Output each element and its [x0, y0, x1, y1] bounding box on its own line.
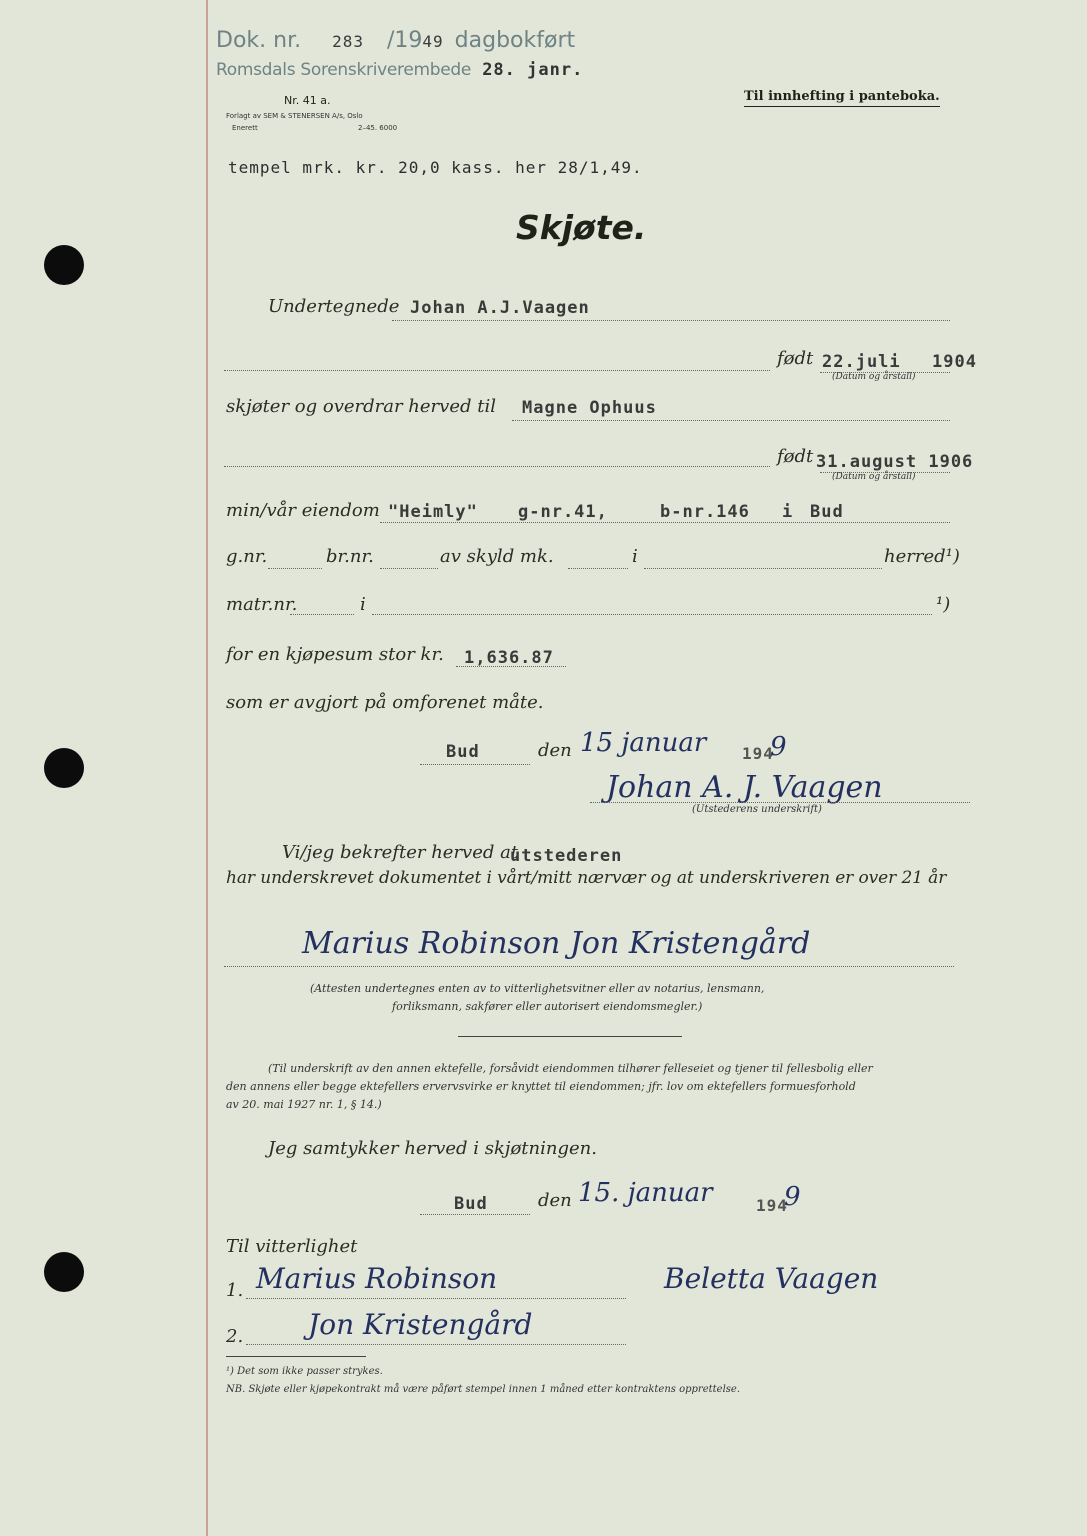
document-title: Skjøte. — [516, 208, 647, 247]
grantee-name: Magne Ophuus — [522, 398, 657, 418]
dotted-line — [224, 466, 770, 467]
dotted-line — [224, 370, 770, 371]
dotted-line — [644, 568, 882, 569]
price-label: for en kjøpesum stor kr. — [226, 644, 444, 665]
dotted-line — [372, 614, 932, 615]
attest-note-line1: (Attesten undertegnes enten av to vitterlighetsvitner eller av notarius, lensmann, — [310, 982, 765, 995]
stamp-duty-note: tempel mrk. kr. 20,0 kass. her 28/1,49. — [228, 158, 643, 177]
gnr-label: g.nr. — [226, 546, 268, 567]
witness-number-1: 1. — [226, 1280, 244, 1301]
date-hint: (Datum og årstall) — [832, 372, 916, 382]
grantor-name: Johan A.J.Vaagen — [410, 298, 590, 318]
punch-hole — [44, 748, 84, 788]
header-right: Til innhefting i panteboka. — [744, 89, 940, 107]
dotted-line — [246, 1298, 626, 1299]
grantor-label: Undertegnede — [268, 296, 400, 317]
date-hint: (Datum og årstall) — [832, 472, 916, 482]
publisher-line: Forlagt av SEM & STENERSEN A/s, Oslo — [226, 112, 363, 120]
signature-hint: (Utstederens underskrift) — [692, 804, 822, 815]
herred-label: herred¹) — [884, 546, 960, 567]
dotted-line — [290, 614, 354, 615]
registration-stamp-line2 — [216, 60, 583, 80]
signing-date-handwritten: 15 januar — [580, 728, 707, 758]
dotted-line — [420, 1214, 530, 1215]
witness-2-signature: Jon Kristengård — [308, 1308, 533, 1341]
consent-place: Bud — [454, 1194, 488, 1214]
consent-date-handwritten: 15. januar — [578, 1178, 713, 1208]
dotted-line — [590, 802, 970, 803]
grantor-born-date: 22.juli — [822, 352, 901, 372]
dotted-line — [392, 320, 950, 321]
settled-text: som er avgjort på omforenet måte. — [226, 692, 544, 713]
confirm-value: utstederen — [510, 846, 623, 866]
stamp-prefix: Dok. nr. — [216, 28, 302, 53]
skyld-label: av skyld mk. — [440, 546, 554, 567]
dotted-line — [512, 420, 950, 421]
publisher-code: 2–45. 6000 — [358, 124, 398, 132]
year-separator: /19 — [387, 28, 423, 53]
spouse-note-line3: av 20. mai 1927 nr. 1, § 14.) — [226, 1098, 382, 1111]
punch-hole — [44, 1252, 84, 1292]
stamp-suffix: dagbokført — [454, 28, 576, 53]
signing-year-printed: 194 — [742, 744, 774, 763]
publisher-enerett: Enerett — [232, 124, 258, 132]
property-bnr: b-nr.146 — [660, 502, 750, 522]
signing-place: Bud — [446, 742, 480, 762]
footnote-2: NB. Skjøte eller kjøpekontrakt må være påført stempel innen 1 måned etter kontraktens opprettelse. — [226, 1384, 740, 1395]
dotted-line — [420, 764, 530, 765]
gnr-i-label: i — [632, 546, 638, 567]
consent-den: den — [538, 1190, 572, 1211]
confirm-line2: har underskrevet dokumentet i vårt/mitt nærvær og at underskriveren er over 21 år — [226, 868, 947, 888]
margin-line — [206, 0, 208, 1536]
doc-number: 283 — [332, 32, 364, 51]
grantor-signature: Johan A. J. Vaagen — [606, 770, 883, 805]
grantor-born-label: født — [777, 348, 814, 369]
witness-signatures: Marius Robinson Jon Kristengård — [302, 926, 811, 961]
dotted-line — [380, 522, 950, 523]
signing-year-digit: 9 — [770, 732, 787, 762]
form-number: Nr. 41 a. — [284, 94, 331, 107]
witnesses-label: Til vitterlighet — [226, 1236, 358, 1257]
matr-note: ¹) — [936, 594, 951, 615]
doc-year: 49 — [422, 32, 444, 51]
confirm-prefix: Vi/jeg bekrefter herved at — [282, 842, 519, 863]
witness-1-signature: Marius Robinson — [256, 1262, 498, 1295]
attest-note-line2: forliksmann, sakfører eller autorisert eiendomsmegler.) — [392, 1000, 703, 1013]
property-gnr: g-nr.41, — [518, 502, 608, 522]
dotted-line — [268, 568, 322, 569]
property-place: Bud — [810, 502, 844, 522]
dotted-line — [456, 666, 566, 667]
spouse-note-line1: (Til underskrift av den annen ektefelle, forsåvidt eiendommen tilhører felleseiet og tjener til fellesbolig eller — [268, 1062, 873, 1075]
footnote-rule — [226, 1356, 366, 1357]
consent-text: Jeg samtykker herved i skjøtningen. — [268, 1138, 597, 1159]
witness-number-2: 2. — [226, 1326, 244, 1347]
dotted-line — [246, 1344, 626, 1345]
matr-i-label: i — [360, 594, 366, 615]
registration-date: 28. janr. — [482, 60, 584, 80]
property-label: min/vår eiendom — [226, 500, 380, 521]
punch-hole — [44, 245, 84, 285]
grantee-born-date: 31.august 1906 — [816, 452, 974, 472]
consent-year-digit: 9 — [784, 1182, 801, 1212]
grantee-born-label: født — [777, 446, 814, 467]
footnote-1: ¹) Det som ikke passer strykes. — [226, 1366, 383, 1377]
dotted-line — [224, 966, 954, 967]
spouse-signature: Beletta Vaagen — [664, 1262, 879, 1295]
divider — [458, 1036, 682, 1037]
price-amount: 1,636.87 — [464, 648, 554, 668]
property-name: "Heimly" — [388, 502, 478, 522]
matr-label: matr.nr. — [226, 594, 298, 615]
spouse-note-line2: den annens eller begge ektefellers ervervsvirke er knyttet til eiendommen; jfr. lov om ektefellers formuesforhold — [226, 1080, 856, 1093]
property-i: i — [782, 502, 794, 522]
brnr-label: br.nr. — [326, 546, 374, 567]
grantor-born-year: 1904 — [932, 352, 977, 372]
signing-den: den — [538, 740, 572, 761]
dotted-line — [568, 568, 628, 569]
court-name: Romsdals Sorenskriverembede — [216, 60, 472, 80]
consent-year-printed: 194 — [756, 1196, 788, 1215]
grantee-label: skjøter og overdrar herved til — [226, 396, 496, 417]
dotted-line — [380, 568, 438, 569]
registration-stamp-line1 — [216, 28, 575, 53]
